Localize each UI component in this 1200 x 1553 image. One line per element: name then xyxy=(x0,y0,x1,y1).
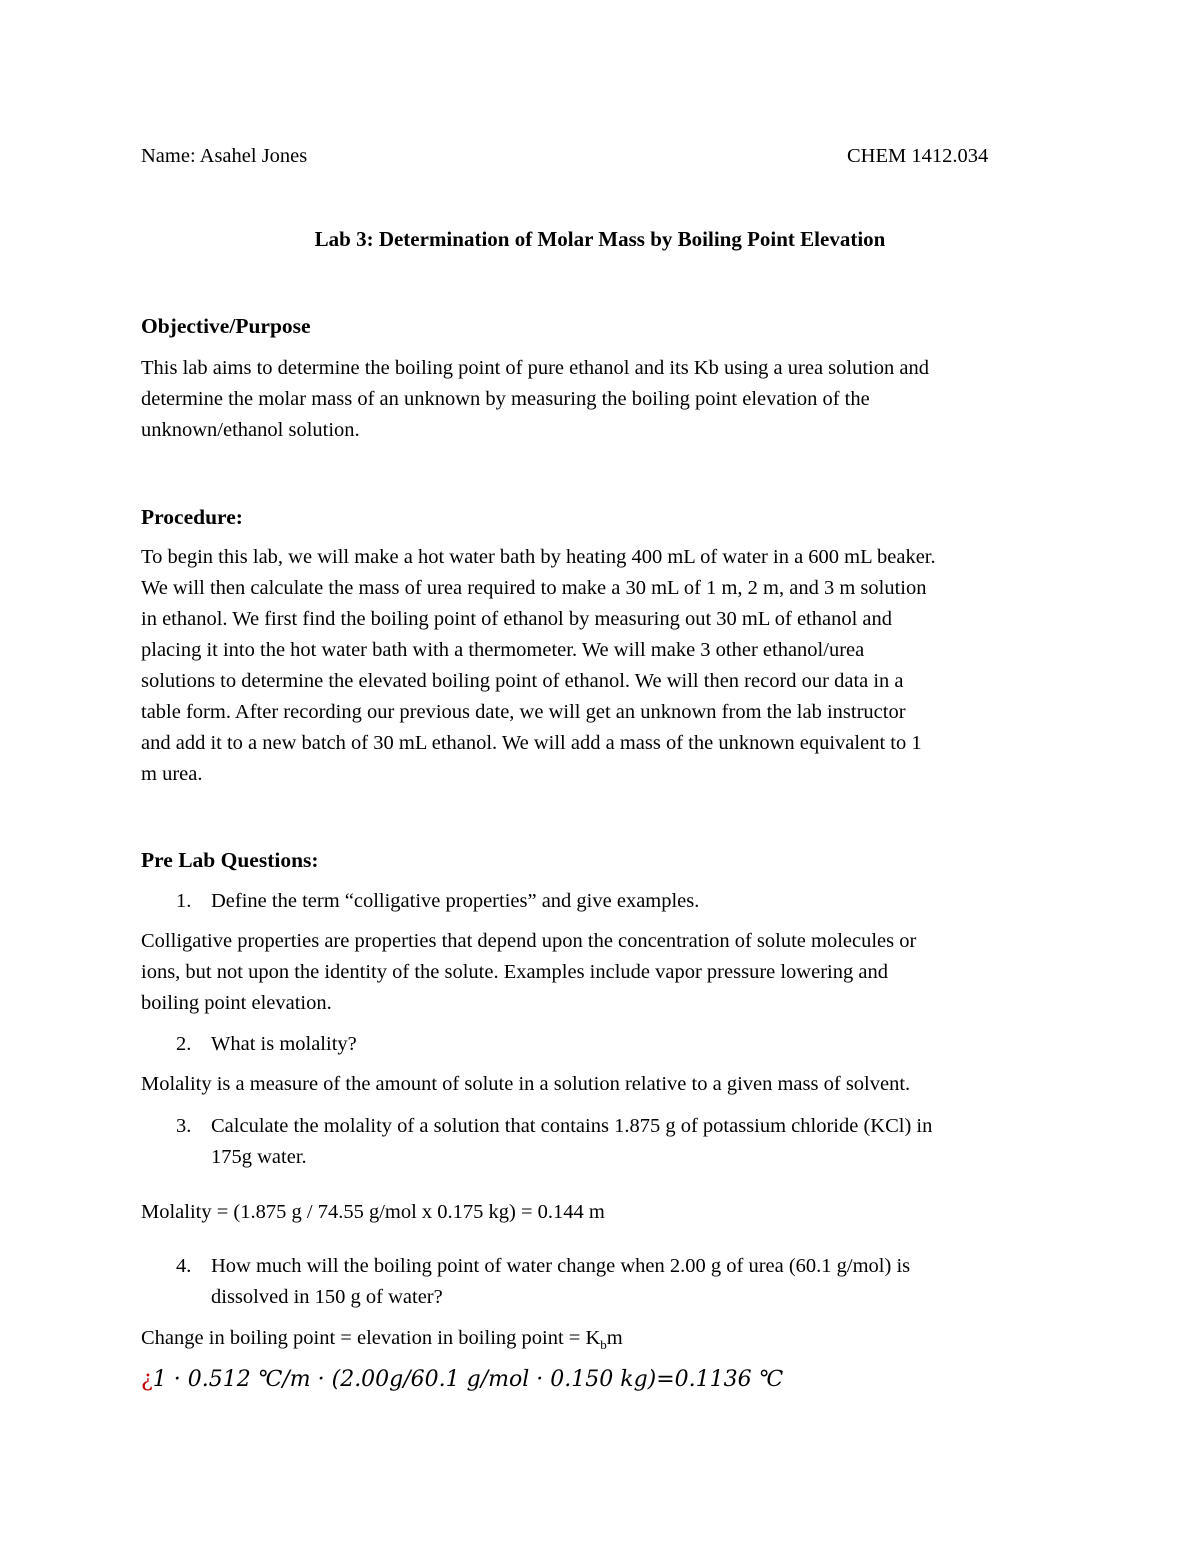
answer-tail: m xyxy=(606,1327,623,1349)
procedure-heading: Procedure: xyxy=(141,505,243,529)
subscript-b: b xyxy=(600,1337,607,1353)
answer-line: Colligative properties are properties that depend upon the concentration of solute molecules or xyxy=(141,930,917,952)
question-text: Calculate the molality of a solution that contains 1.875 g of potassium chloride (KCl) in xyxy=(211,1115,933,1137)
answer-line: Molality = (1.875 g / 74.55 g/mol x 0.175 kg) = 0.144 m xyxy=(141,1201,605,1223)
student-name: Name: Asahel Jones xyxy=(141,145,308,167)
question-number: 3. xyxy=(176,1115,192,1137)
prelab-heading: Pre Lab Questions: xyxy=(141,848,319,872)
equation-text: 1 · 0.512 ℃/m · (2.00g/60.1 g/mol · 0.150 kg)=0.1136 ℃ xyxy=(152,1367,784,1392)
question-number: 4. xyxy=(176,1255,192,1277)
objective-heading: Objective/Purpose xyxy=(141,314,311,338)
equation-line xyxy=(141,1363,783,1397)
question-text: 175g water. xyxy=(211,1146,307,1168)
answer-line: boiling point elevation. xyxy=(141,992,332,1014)
question-text: Define the term “colligative properties” and give examples. xyxy=(211,890,700,912)
procedure-line: m urea. xyxy=(141,763,203,785)
question-text: dissolved in 150 g of water? xyxy=(211,1286,443,1308)
objective-line: This lab aims to determine the boiling point of pure ethanol and its Kb using a urea solution and xyxy=(141,357,929,379)
question-number: 1. xyxy=(176,890,192,912)
answer-line: Molality is a measure of the amount of solute in a solution relative to a given mass of solvent. xyxy=(141,1073,911,1095)
procedure-line: solutions to determine the elevated boiling point of ethanol. We will then record our data in a xyxy=(141,670,904,692)
procedure-line: table form. After recording our previous date, we will get an unknown from the lab instructor xyxy=(141,701,906,723)
procedure-line: To begin this lab, we will make a hot water bath by heating 400 mL of water in a 600 mL beaker. xyxy=(141,546,936,568)
procedure-line: placing it into the hot water bath with a thermometer. We will make 3 other ethanol/urea xyxy=(141,639,865,661)
objective-line: determine the molar mass of an unknown by measuring the boiling point elevation of the xyxy=(141,388,870,410)
course-code: CHEM 1412.034 xyxy=(847,145,989,167)
answer-line xyxy=(141,1323,623,1360)
procedure-line: We will then calculate the mass of urea required to make a 30 mL of 1 m, 2 m, and 3 m solution xyxy=(141,577,927,599)
question-text: How much will the boiling point of water change when 2.00 g of urea (60.1 g/mol) is xyxy=(211,1255,911,1277)
procedure-line: in ethanol. We first find the boiling point of ethanol by measuring out 30 mL of ethanol and xyxy=(141,608,893,630)
equation-error-mark: ¿ xyxy=(141,1367,153,1392)
question-text: What is molality? xyxy=(211,1033,357,1055)
answer-line: ions, but not upon the identity of the solute. Examples include vapor pressure lowering and xyxy=(141,961,888,983)
question-number: 2. xyxy=(176,1033,192,1055)
page-title: Lab 3: Determination of Molar Mass by Boiling Point Elevation xyxy=(314,227,886,251)
answer-text: Change in boiling point = elevation in boiling point = K xyxy=(141,1327,601,1349)
procedure-line: and add it to a new batch of 30 mL ethanol. We will add a mass of the unknown equivalent to 1 xyxy=(141,732,922,754)
objective-line: unknown/ethanol solution. xyxy=(141,419,360,441)
